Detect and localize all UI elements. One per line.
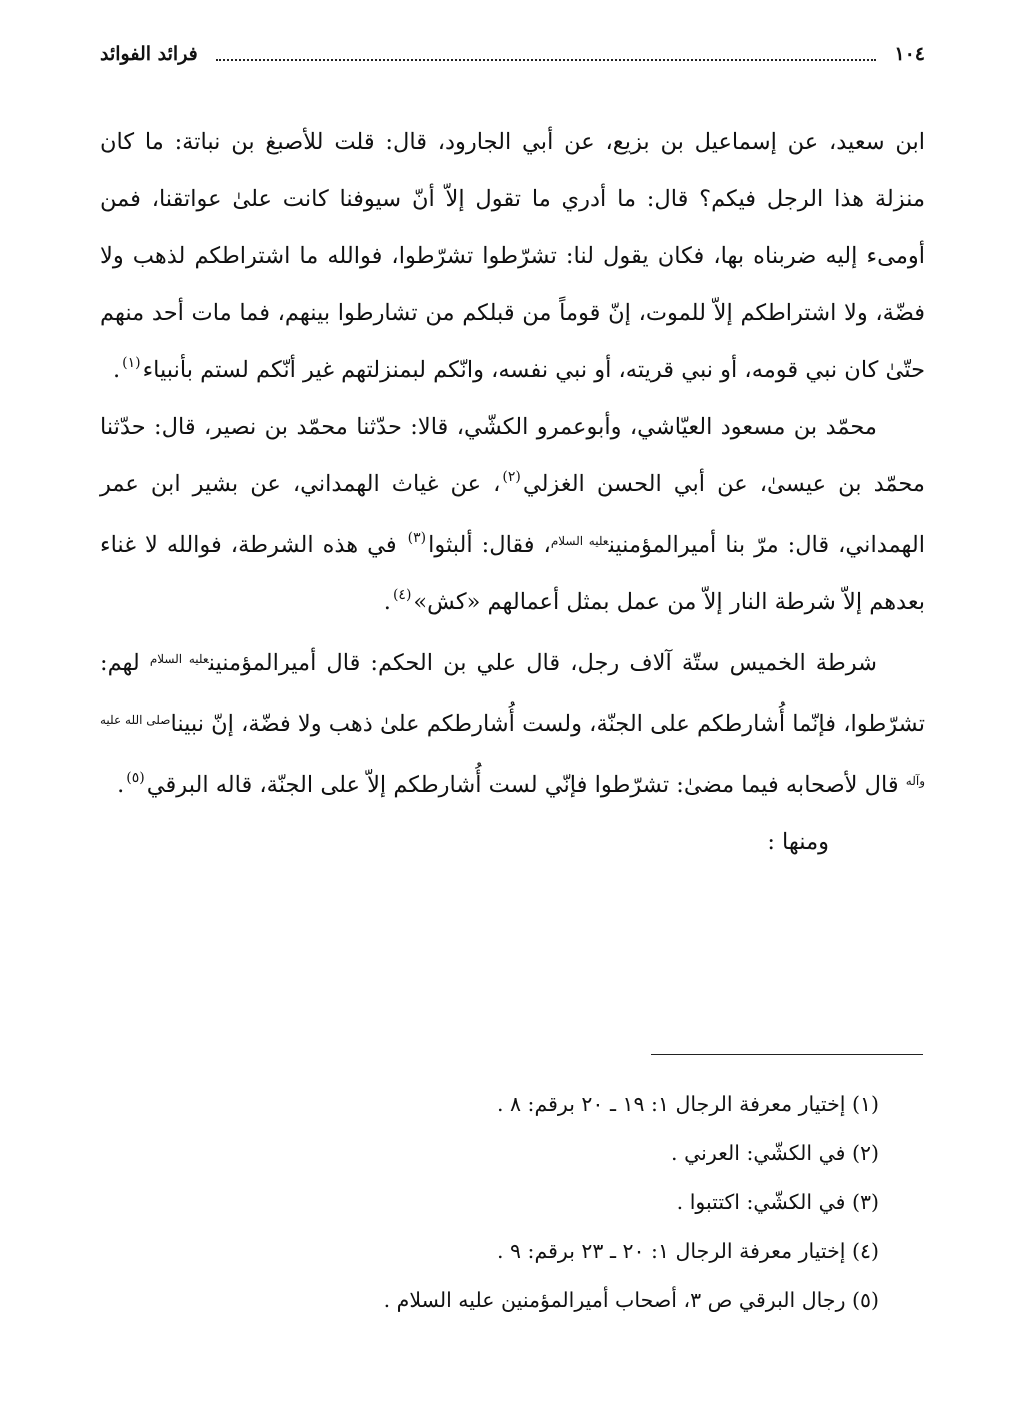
- footnote-2: (٢) في الكشّي: العرني .: [671, 1141, 879, 1165]
- footnote-5: (٥) رجال البرقي ص ٣، أصحاب أميرالمؤمنين عليه السلام .: [383, 1288, 879, 1312]
- running-title: فرائد الفوائد: [100, 43, 198, 65]
- paragraph-2: [100, 399, 925, 631]
- paragraph-2-text-d: في هذه الشرطة، فوالله لا غناء بعدهم إلاّ شرطة النار إلاّ من عمل بمثل أعمالهم «كش»: [100, 532, 925, 615]
- page-number: ١٠٤: [894, 43, 925, 65]
- blessing-mark: صلى الله عليه وآله: [100, 713, 925, 788]
- footnote-ref-3[interactable]: (٣): [407, 530, 427, 546]
- footnote-separator: [651, 1054, 923, 1055]
- footnotes: [100, 1080, 879, 1325]
- paragraph-3-text-c: قال لأصحابه فيما مضىٰ: تشرّطوا فإنّي لست أُشارطكم إلاّ على الجنّة، قاله البرقي: [146, 772, 906, 798]
- paragraph-3-end: .: [117, 772, 125, 798]
- paragraph-3-text-a: شرطة الخميس ستّة آلاف رجل، قال علي بن الحكم: قال أميرالمؤمنين: [208, 650, 877, 676]
- footnote-ref-2[interactable]: (٢): [502, 469, 521, 485]
- paragraph-3: [100, 631, 925, 814]
- header-dot-leader: [216, 59, 877, 61]
- running-header: [100, 34, 925, 74]
- paragraph-2-text-c: ، فقال: ألبثوا: [428, 532, 551, 558]
- blessing-mark: عليه السلام: [550, 534, 609, 548]
- paragraph-1-end: .: [112, 357, 121, 383]
- paragraph-2-text-b: ، عن غياث الهمداني، عن بشير ابن عمر الهمداني، قال: مرّ بنا أميرالمؤمنين: [100, 471, 925, 558]
- paragraph-2-text-a: محمّد بن مسعود العيّاشي، وأبوعمرو الكشّي، قالا: حدّثنا محمّد بن نصير، قال: حدّثنا محمّد بن عيسىٰ، عن أبي الحسن الغزلي: [100, 414, 925, 497]
- paragraph-2-end: .: [383, 589, 391, 615]
- paragraph-1: [100, 114, 925, 399]
- paragraph-4: ومنها :: [767, 829, 829, 855]
- footnote-3: (٣) في الكشّي: اكتتبوا .: [676, 1190, 879, 1214]
- main-text: [100, 114, 925, 871]
- footnote-ref-1[interactable]: (١): [122, 355, 141, 371]
- paragraph-1-text: ابن سعيد، عن إسماعيل بن بزيع، عن أبي الجارود، قال: قلت للأصبغ بن نباتة: ما كان منزلة هذا الرجل فيكم؟ قال: ما أدري ما تقول إلاّ أنّ سيوفنا كانت علىٰ عواتقنا، فمن أومىء إليه ضربناه بها، فكان يقول لنا: تشرّطوا تشرّطوا، فوالله ما اشتراطكم لذهب ولا فضّة، ولا اشتراطكم إلاّ للموت، إنّ قوماً من قبلكم من تشارطوا بينهم، فما مات أحد منهم حتّىٰ كان نبي قومه، أو نبي قريته، أو نبي نفسه، وانّكم لبمنزلتهم غير أنّكم لستم بأنبياء: [100, 129, 925, 383]
- footnote-4: (٤) إختيار معرفة الرجال ١: ٢٠ ـ ٢٣ برقم: ٩ .: [496, 1239, 879, 1263]
- footnote-ref-5[interactable]: (٥): [126, 770, 145, 786]
- blessing-mark: عليه السلام: [149, 652, 209, 666]
- footnote-ref-4[interactable]: (٤): [392, 587, 412, 603]
- paragraph-3-text-b: لهم: تشرّطوا، فإنّما أُشارطكم على الجنّة، ولست أُشارطكم علىٰ ذهب ولا فضّة، إنّ نبينا: [100, 650, 925, 737]
- footnote-1: (١) إختيار معرفة الرجال ١: ١٩ ـ ٢٠ برقم: ٨ .: [496, 1092, 879, 1116]
